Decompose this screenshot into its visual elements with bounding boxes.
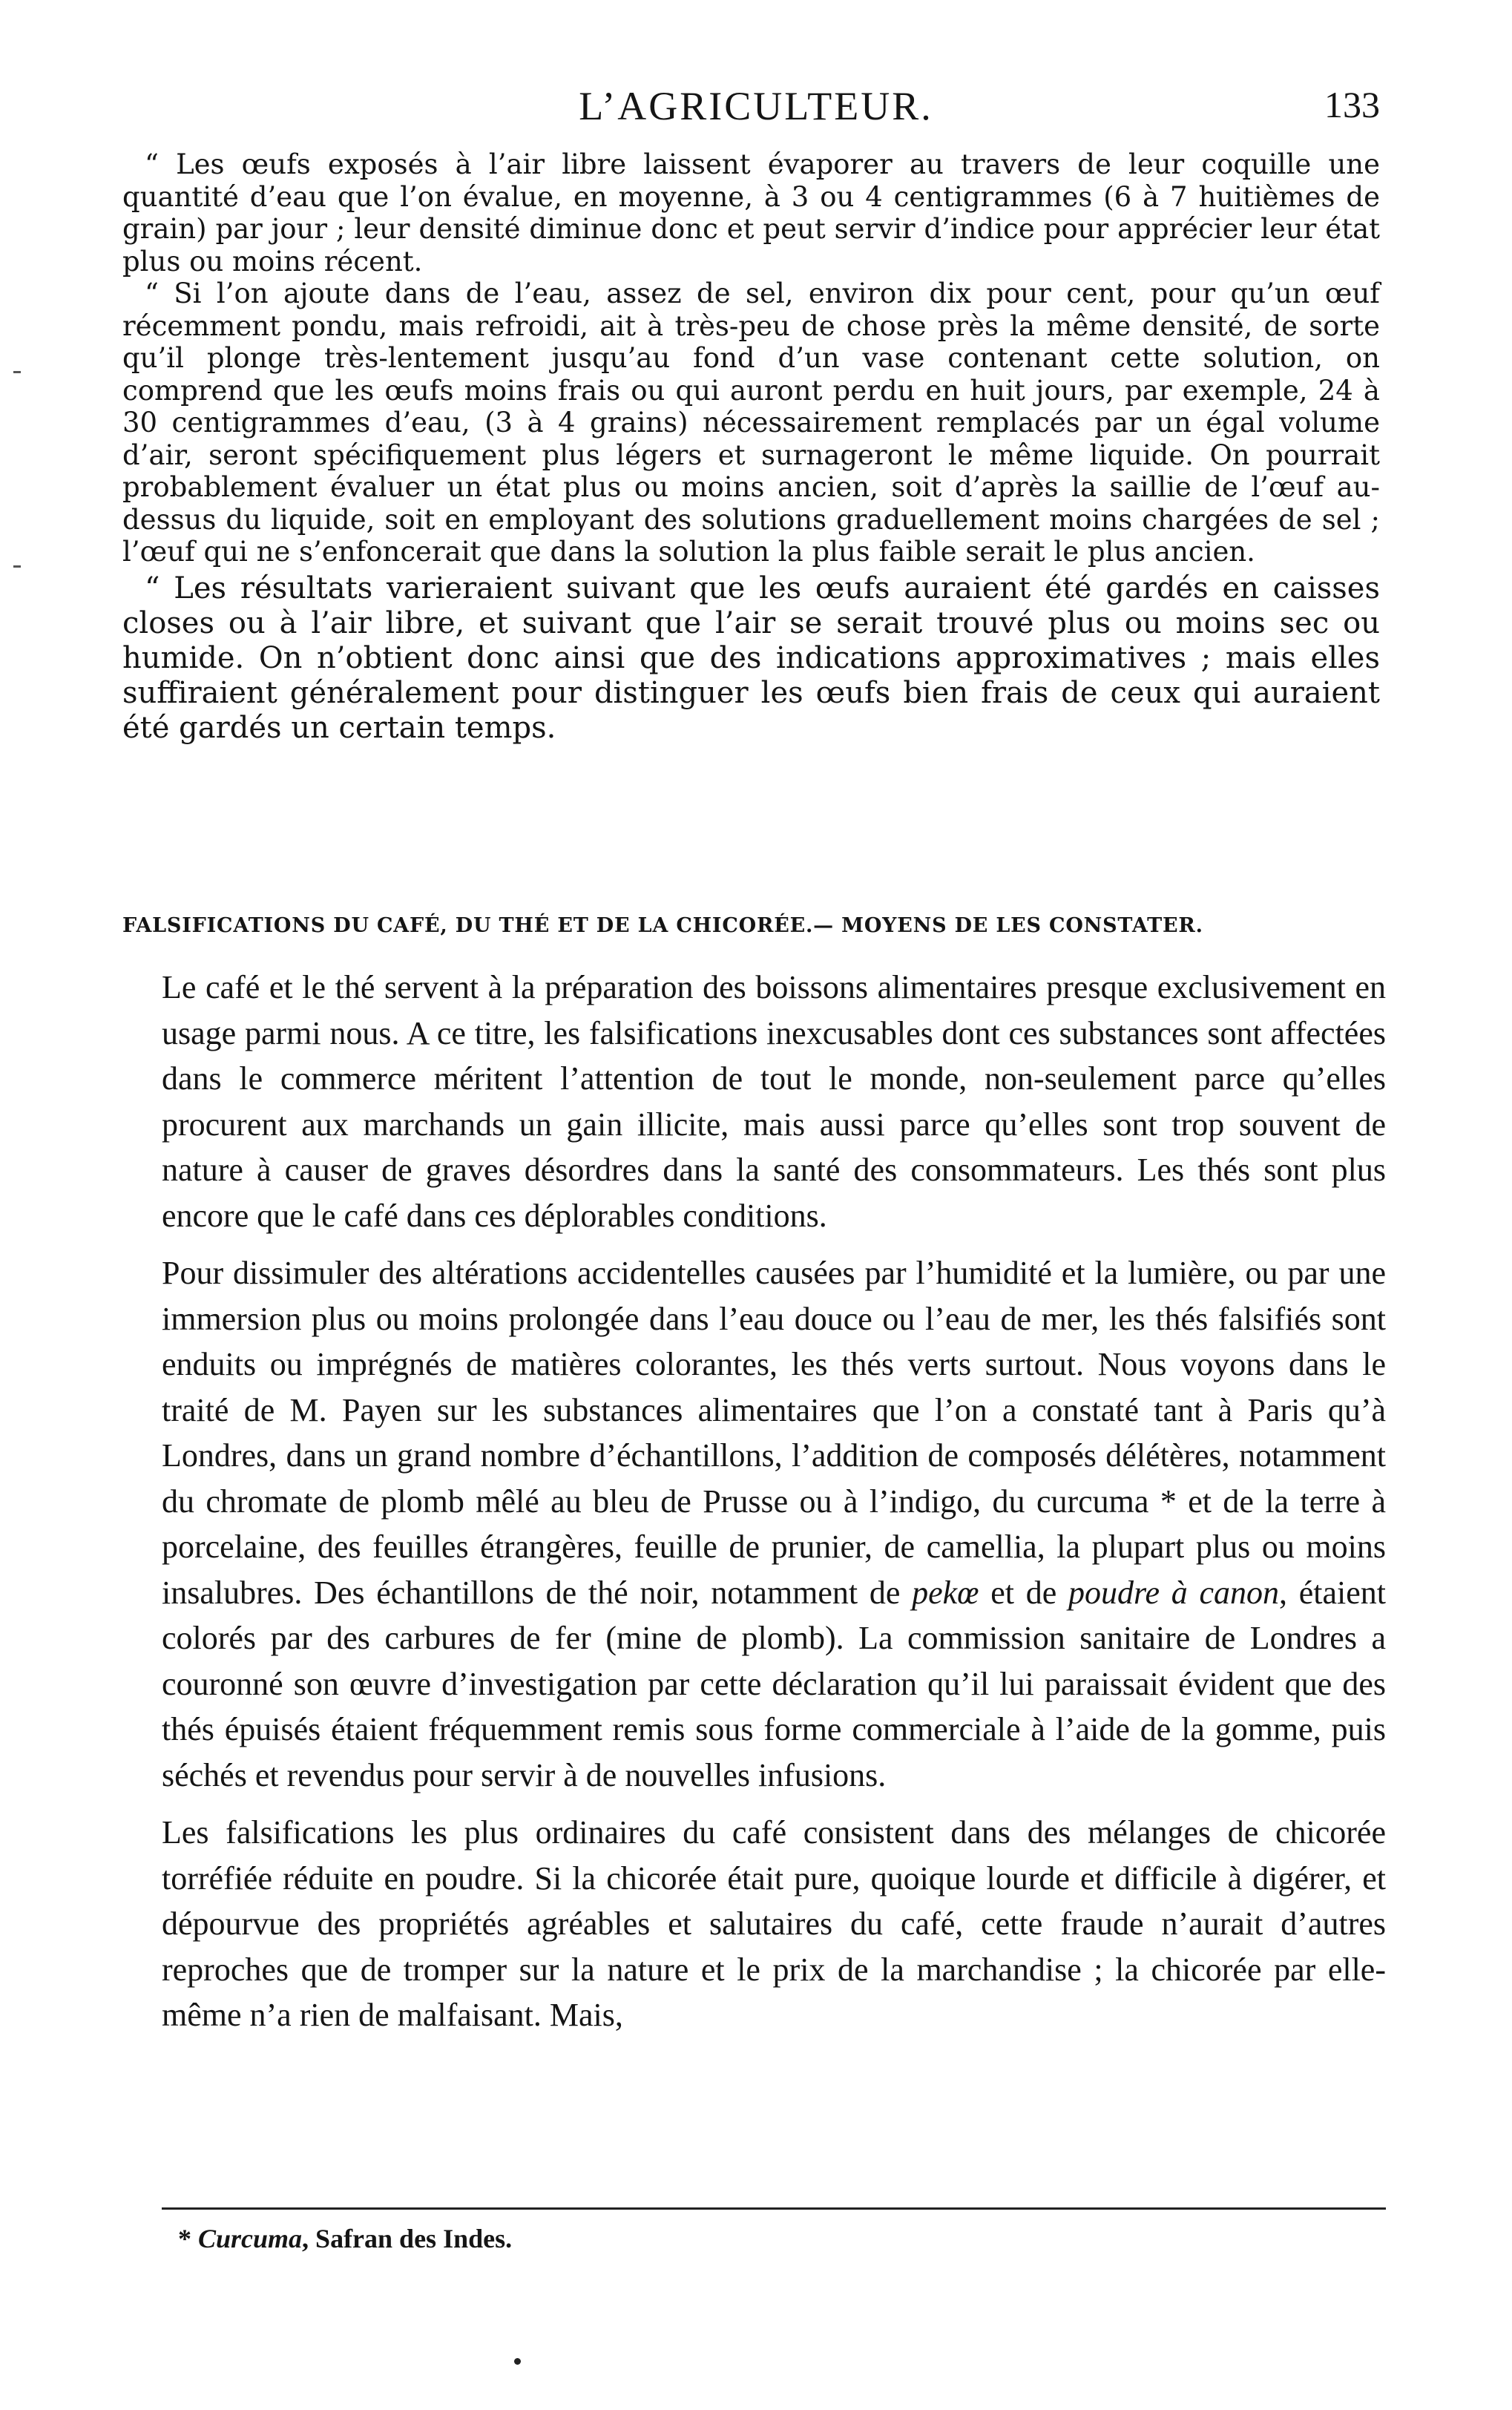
- body-text-run: et de: [979, 1574, 1068, 1611]
- body-text-run: Pour dissimuler des altérations accidentelles causées par l’humidité et la lumière, ou par une immersion plus ou moins prolongée dans l’eau douce ou l’eau de mer, les thés falsifiés sont enduits ou imprégnés de matières colorantes, les thés verts surtout. Nous voyons dans le traité de M. Payen sur les substances alimentaires que l’on a constaté tant à Paris qu’à Londres, dans un grand nombre d’échantillons, l’addition de composés délétères, notamment du chromate de plomb mêlé au bleu de Prusse ou à l’indigo, du curcuma * et de la terre à porcelaine, des feuilles étrangères, feuille de prunier, de camellia, la plupart plus ou moins insalubres. Des échantillons de thé noir, notamment de: [162, 1255, 1386, 1611]
- italic-term: pekœ: [912, 1574, 979, 1611]
- body-paragraph: Le café et le thé servent à la préparation des boissons alimentaires presque exclusivement en usage parmi nous. A ce titre, les falsifications inexcusables dont ces substances sont affectées dans le commerce méritent l’attention de tout le monde, non-seulement parce qu’elles procurent aux marchands un gain illicite, mais aussi parce qu’elles sont trop souvent de nature à causer de graves désordres dans la santé des consommateurs. Les thés sont plus encore que le café dans ces déplorables conditions.: [162, 969, 1386, 1234]
- footnote: [178, 2223, 1365, 2254]
- footnote-marker: *: [178, 2224, 198, 2253]
- body-text: [162, 965, 1386, 2038]
- body-text-run: , étaient colorés par des carbures de fer (mine de plomb). La commission sanitaire de Londres a couronné son œuvre d’investigation par cette déclaration qu’il lui paraissait évident que des thés épuisés étaient fréquemment remis sous forme commerciale à l’aide de la gomme, puis séchés et revendus pour servir à de nouvelles infusions.: [162, 1574, 1386, 1793]
- footnote-divider: [162, 2207, 1386, 2210]
- footnote-definition: , Safran des Indes.: [302, 2224, 513, 2253]
- margin-speck: [13, 371, 21, 373]
- body-paragraph: Les falsifications les plus ordinaires du café consistent dans des mélanges de chicorée torréfiée réduite en poudre. Si la chicorée était pure, quoique lourde et difficile à digérer, et dépourvue des propriétés agréables et salutaires du café, cette fraude n’aurait d’autres reproches que de tromper sur la nature et le prix de la marchandise ; la chicorée par elle-même n’a rien de malfaisant. Mais,: [162, 1814, 1386, 2033]
- page-number: 133: [1324, 84, 1380, 125]
- quoted-paragraph: “ Si l’on ajoute dans de l’eau, assez de sel, environ dix pour cent, pour qu’un œuf récemment pondu, mais refroidi, ait à très-peu de chose près la même densité, de sorte qu’il plonge très-lentement jusqu’au fond d’un vase contenant cette solution, on comprend que les œufs moins frais ou qui auront perdu en huit jours, par exemple, 24 à 30 centigrammes d’eau, (3 à 4 grains) nécessairement remplacés par un égal volume d’air, seront spécifiquement plus légers et surnageront le même liquide. On pourrait probablement évaluer un état plus ou moins ancien, soit d’après la saillie de l’œuf au-dessus du liquide, soit en employant des solutions graduellement moins chargées de sel ; l’œuf qui ne s’enfoncerait que dans la solution la plus faible serait le plus ancien.: [122, 278, 1380, 568]
- quoted-paragraph: “ Les œufs exposés à l’air libre laissent évaporer au travers de leur coquille une quantité d’eau que l’on évalue, en moyenne, à 3 ou 4 centigrammes (6 à 7 huitièmes de grain) par jour ; leur densité diminue donc et peut servir d’indice pour apprécier leur état plus ou moins récent.: [122, 148, 1380, 278]
- section-heading: FALSIFICATIONS DU CAFÉ, DU THÉ ET DE LA CHICORÉE.— MOYENS DE LES CONSTATER.: [122, 914, 1203, 937]
- ink-speck: [514, 2358, 521, 2365]
- body-paragraph: [162, 1250, 1386, 1798]
- italic-term: poudre à canon: [1068, 1574, 1279, 1611]
- quoted-paragraph: “ Les résultats varieraient suivant que les œufs auraient été gardés en caisses closes ou à l’air libre, et suivant que l’air se serait trouvé plus ou moins sec ou humide. On n’obtient donc ainsi que des indications approximatives ; mais elles suffiraient généralement pour distinguer les œufs bien frais de ceux qui auraient été gardés un certain temps.: [122, 571, 1380, 745]
- running-title: L’AGRICULTEUR.: [579, 84, 933, 128]
- quoted-passage: [122, 148, 1380, 746]
- footnote-term: Curcuma: [198, 2224, 303, 2253]
- margin-speck: [13, 565, 21, 568]
